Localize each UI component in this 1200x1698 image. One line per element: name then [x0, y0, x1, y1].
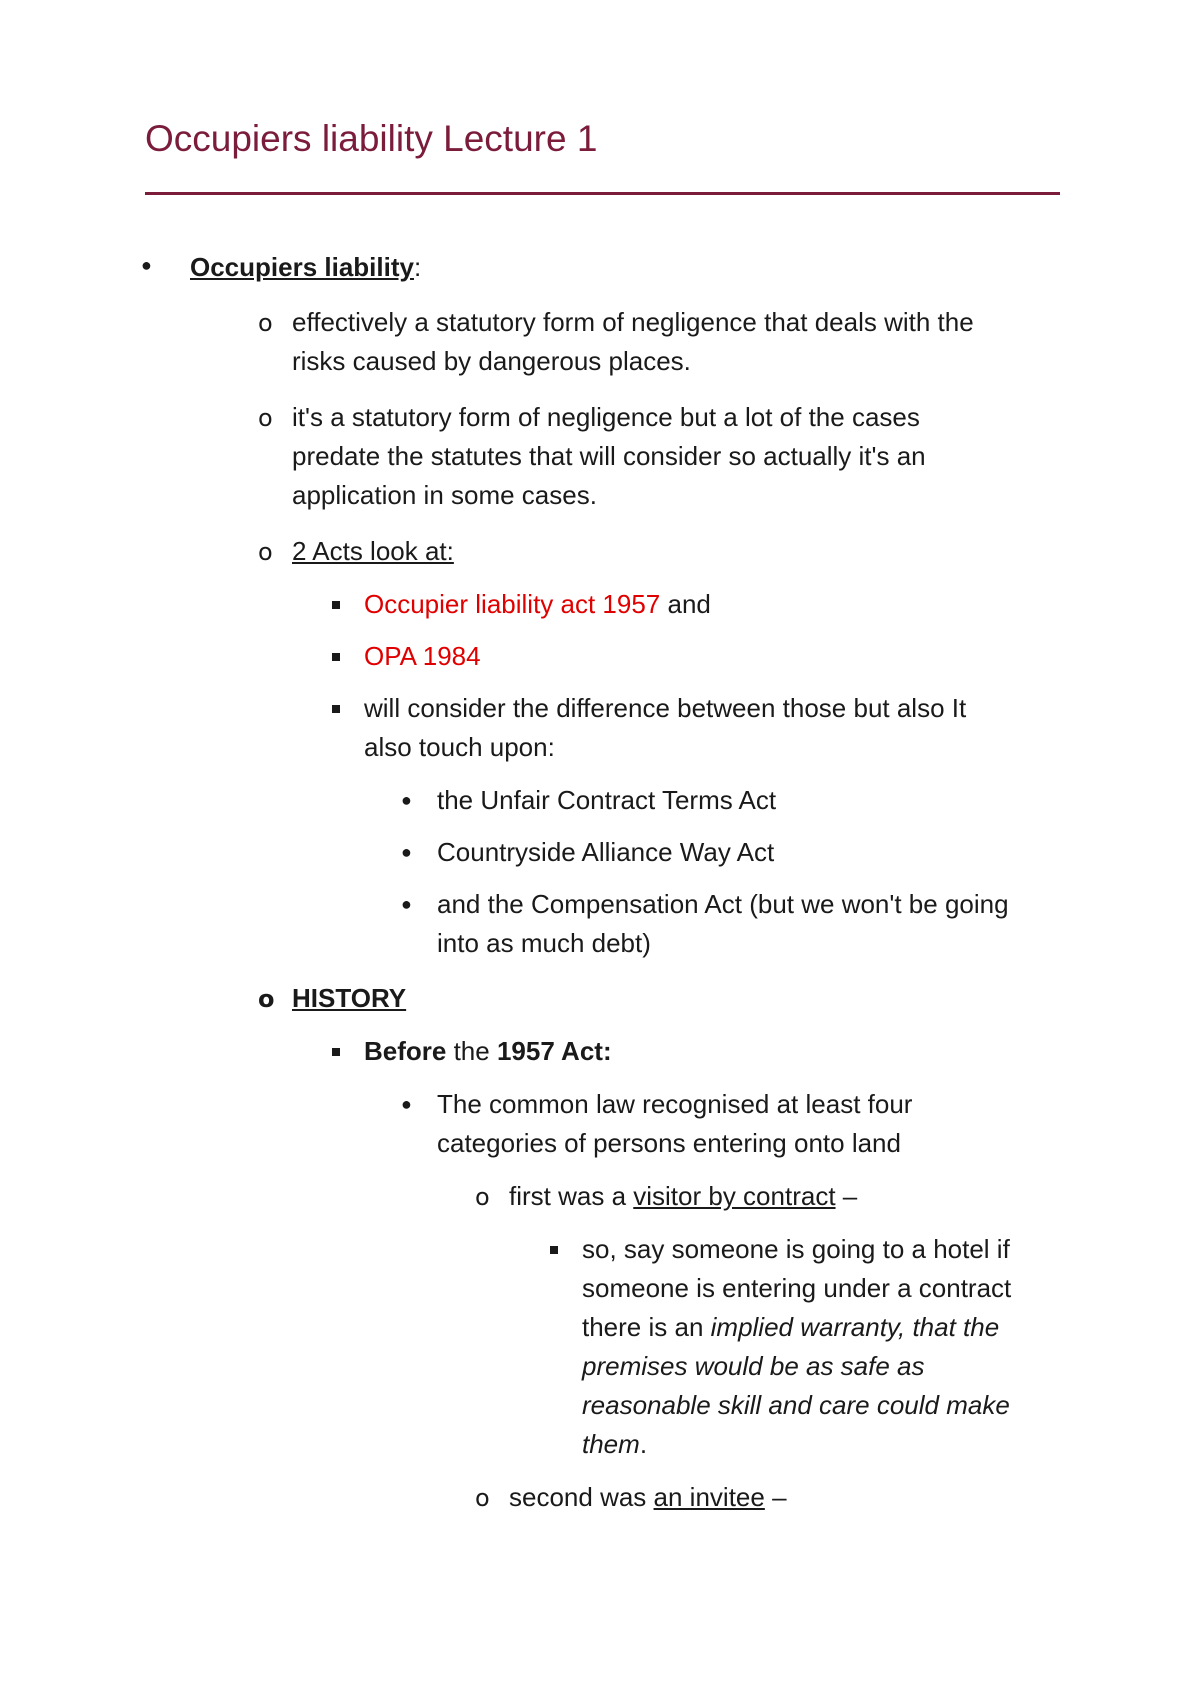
bullet-square-icon	[332, 689, 340, 728]
bullet-ring-icon: o	[258, 985, 275, 1013]
act-1957-tail: and	[660, 589, 711, 619]
before-act-bold: 1957 Act:	[496, 1036, 612, 1066]
hotel-period: .	[639, 1429, 648, 1459]
bullet-ring-icon: o	[258, 309, 273, 337]
heading-colon: :	[413, 252, 422, 282]
an-invitee: an invitee	[653, 1482, 765, 1512]
list-item-line: application in some cases.	[292, 480, 597, 510]
first-pre: first was a	[509, 1181, 634, 1211]
list-item-line: so, say someone is going to a hotel if	[582, 1234, 1010, 1264]
list-item-line: also touch upon:	[364, 732, 555, 762]
heading-occupiers-liability: Occupiers liability	[190, 252, 414, 282]
before-the: the	[446, 1036, 497, 1066]
list-item-line: categories of persons entering onto land	[437, 1128, 901, 1158]
bullet-disc-icon: ●	[401, 842, 412, 862]
history-heading: HISTORY	[292, 983, 407, 1013]
bullet-disc-icon: ●	[401, 1094, 412, 1114]
list-item-line: it's a statutory form of negligence but a lot of the cases	[292, 402, 920, 432]
title-divider	[145, 192, 1060, 195]
list-item-line	[509, 1177, 857, 1216]
bullet-square-icon	[332, 1032, 340, 1071]
hotel-plain: there is an	[582, 1312, 711, 1342]
list-item-line: Countryside Alliance Way Act	[437, 837, 775, 867]
list-item-line: premises would be as safe as	[582, 1351, 925, 1381]
visitor-by-contract: visitor by contract	[633, 1181, 836, 1211]
hotel-them: them	[582, 1429, 640, 1459]
acts-heading: 2 Acts look at:	[292, 536, 454, 566]
before-bold: Before	[364, 1036, 447, 1066]
list-item-line: reasonable skill and care could make	[582, 1390, 1010, 1420]
hotel-italic: implied warranty, that the	[710, 1312, 1000, 1342]
list-item-line	[364, 585, 711, 624]
opa-1984-name: OPA 1984	[364, 641, 481, 671]
second-post: –	[764, 1482, 787, 1512]
bullet-disc-icon: ●	[141, 255, 152, 275]
list-item-line: risks caused by dangerous places.	[292, 346, 691, 376]
bullet-ring-icon: o	[258, 538, 273, 566]
bullet-square-icon	[550, 1230, 558, 1269]
first-post: –	[835, 1181, 858, 1211]
list-item-line: predate the statutes that will consider so actually it's an	[292, 441, 926, 471]
act-1957-name: Occupier liability act 1957	[364, 589, 661, 619]
list-item-line: The common law recognised at least four	[437, 1089, 913, 1119]
page-title: Occupiers liability Lecture 1	[145, 118, 598, 159]
list-item-line	[509, 1478, 787, 1517]
bullet-ring-icon: o	[475, 1484, 490, 1512]
list-item-line: effectively a statutory form of negligence that deals with the	[292, 307, 974, 337]
bullet-square-icon	[332, 585, 340, 624]
list-item-line: and the Compensation Act (but we won't be going	[437, 889, 1009, 919]
list-item-line: the Unfair Contract Terms Act	[437, 785, 777, 815]
bullet-ring-icon: o	[258, 404, 273, 432]
second-pre: second was	[509, 1482, 654, 1512]
list-item-line	[582, 1308, 999, 1347]
list-item-line	[364, 1032, 612, 1071]
list-item-line	[582, 1425, 647, 1464]
section-heading	[190, 248, 421, 287]
list-item-line: someone is entering under a contract	[582, 1273, 1012, 1303]
bullet-ring-icon: o	[475, 1183, 490, 1211]
bullet-disc-icon: ●	[401, 894, 412, 914]
list-item-line: into as much debt)	[437, 928, 651, 958]
list-item-line: will consider the difference between those but also It	[364, 693, 967, 723]
bullet-disc-icon: ●	[401, 790, 412, 810]
bullet-square-icon	[332, 637, 340, 676]
